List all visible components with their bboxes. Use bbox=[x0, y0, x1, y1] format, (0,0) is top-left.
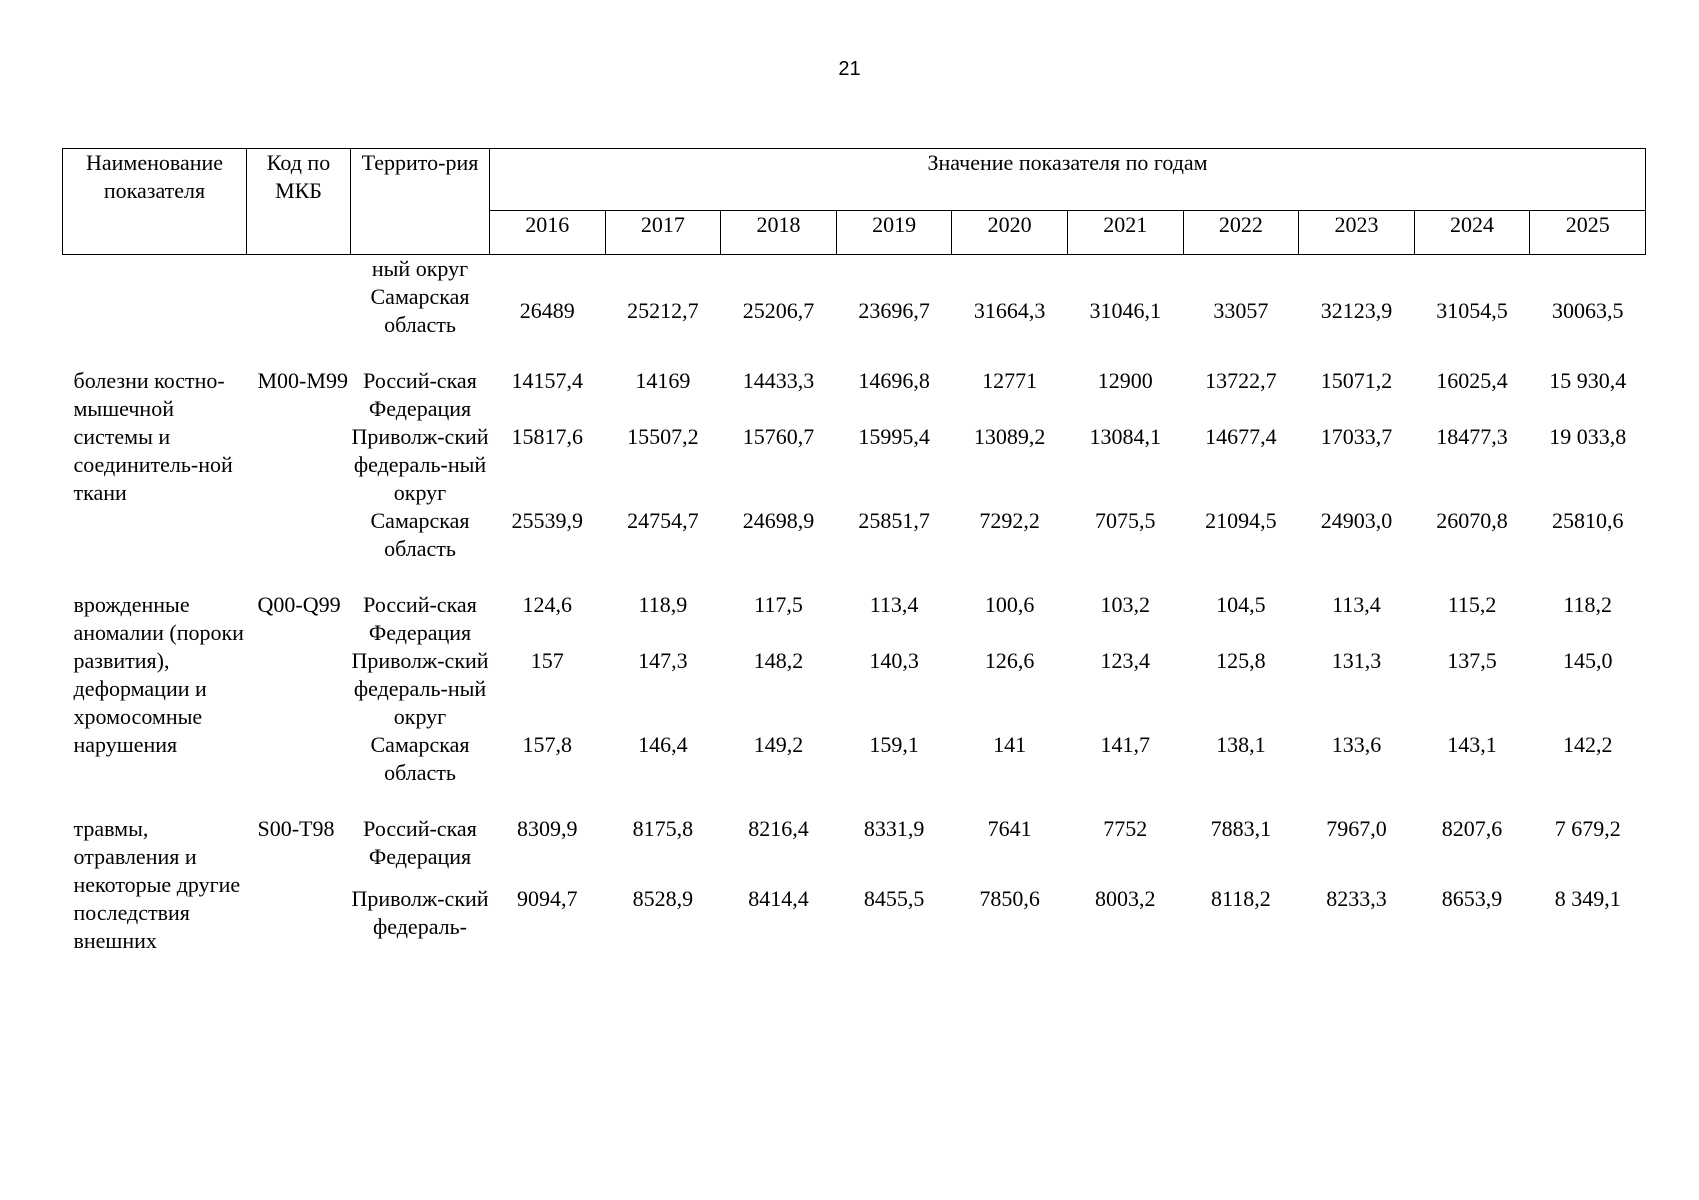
value-cell: 8331,9 bbox=[863, 816, 925, 841]
value-cell: 113,4 bbox=[1332, 592, 1381, 617]
value-cell: 15507,2 bbox=[627, 424, 699, 449]
value-cell: 8414,4 bbox=[748, 886, 809, 911]
header-year: 2022 bbox=[1183, 211, 1299, 255]
value-cell: 8216,4 bbox=[748, 816, 809, 841]
header-year: 2017 bbox=[605, 211, 721, 255]
icd-code-cell: Q00-Q99 bbox=[257, 592, 341, 617]
value-cell: 131,3 bbox=[1331, 648, 1382, 673]
value-cell: 15071,2 bbox=[1320, 368, 1393, 393]
value-cell: 15 930,4 bbox=[1549, 368, 1627, 393]
territory-cell: Россий-ская Федерация bbox=[363, 592, 477, 645]
table-row bbox=[63, 815, 1646, 885]
value-cell: 104,5 bbox=[1216, 592, 1266, 617]
value-cell: 141 bbox=[993, 732, 1027, 757]
value-cell: 117,5 bbox=[754, 592, 803, 617]
value-cell: 15995,4 bbox=[858, 424, 930, 449]
territory-cell: Приволж-ский федераль- bbox=[351, 886, 489, 939]
territory-cell: Россий-ская Федерация bbox=[363, 368, 477, 421]
value-cell: 25212,7 bbox=[627, 298, 699, 323]
statistics-table-container bbox=[62, 148, 1645, 955]
value-cell: 133,6 bbox=[1331, 732, 1382, 757]
value-cell: 125,8 bbox=[1216, 648, 1266, 673]
value-cell: 15760,7 bbox=[742, 424, 815, 449]
value-cell: 18477,3 bbox=[1436, 424, 1508, 449]
value-cell: 25851,7 bbox=[858, 508, 930, 533]
value-cell: 157 bbox=[530, 648, 564, 673]
value-cell: 31046,1 bbox=[1089, 298, 1162, 323]
value-cell: 138,1 bbox=[1216, 732, 1266, 757]
value-cell: 147,3 bbox=[638, 648, 688, 673]
header-year: 2024 bbox=[1414, 211, 1530, 255]
statistics-table bbox=[62, 148, 1646, 955]
value-cell: 141,7 bbox=[1100, 732, 1151, 757]
header-values-by-year: Значение показателя по годам bbox=[490, 149, 1646, 211]
value-cell: 16025,4 bbox=[1436, 368, 1508, 393]
value-cell: 146,4 bbox=[638, 732, 688, 757]
header-year: 2016 bbox=[490, 211, 606, 255]
value-cell: 25810,6 bbox=[1551, 508, 1624, 533]
table-body bbox=[63, 255, 1646, 956]
value-cell: 140,3 bbox=[869, 648, 919, 673]
header-year: 2023 bbox=[1299, 211, 1415, 255]
value-cell: 24754,7 bbox=[627, 508, 699, 533]
value-cell: 26489 bbox=[519, 298, 575, 323]
value-cell: 8653,9 bbox=[1441, 886, 1503, 911]
value-cell: 14696,8 bbox=[858, 368, 930, 393]
value-cell: 100,6 bbox=[984, 592, 1035, 617]
value-cell: 19 033,8 bbox=[1549, 424, 1627, 449]
value-cell: 13089,2 bbox=[973, 424, 1046, 449]
value-cell: 8118,2 bbox=[1211, 886, 1271, 911]
value-cell: 123,4 bbox=[1100, 648, 1151, 673]
value-cell: 9094,7 bbox=[517, 886, 578, 911]
value-cell: 32123,9 bbox=[1320, 298, 1393, 323]
value-cell: 103,2 bbox=[1100, 592, 1151, 617]
table-row bbox=[63, 283, 1646, 339]
value-cell: 13722,7 bbox=[1205, 368, 1277, 393]
indicator-name-cell: врожденные аномалии (пороки развития), деформации и хромосомные нарушения bbox=[73, 592, 244, 757]
value-cell: 7075,5 bbox=[1095, 508, 1156, 533]
table-row bbox=[63, 255, 1646, 284]
value-cell: 25539,9 bbox=[511, 508, 584, 533]
value-cell: 157,8 bbox=[522, 732, 573, 757]
header-year: 2020 bbox=[952, 211, 1068, 255]
value-cell: 118,9 bbox=[638, 592, 688, 617]
value-cell: 113,4 bbox=[869, 592, 919, 617]
value-cell: 24698,9 bbox=[742, 508, 815, 533]
value-cell: 145,0 bbox=[1562, 648, 1613, 673]
table-header bbox=[63, 149, 1646, 255]
value-cell: 118,2 bbox=[1563, 592, 1613, 617]
value-cell: 8309,9 bbox=[517, 816, 578, 841]
value-cell: 31054,5 bbox=[1436, 298, 1508, 323]
value-cell: 124,6 bbox=[522, 592, 573, 617]
table-row bbox=[63, 367, 1646, 423]
value-cell: 31664,3 bbox=[973, 298, 1046, 323]
value-cell: 23696,7 bbox=[858, 298, 930, 323]
header-year: 2019 bbox=[836, 211, 952, 255]
value-cell: 142,2 bbox=[1562, 732, 1613, 757]
value-cell: 137,5 bbox=[1447, 648, 1497, 673]
value-cell: 8207,6 bbox=[1441, 816, 1503, 841]
value-cell: 8 349,1 bbox=[1554, 886, 1621, 911]
value-cell: 13084,1 bbox=[1089, 424, 1162, 449]
value-cell: 30063,5 bbox=[1551, 298, 1624, 323]
value-cell: 115,2 bbox=[1447, 592, 1497, 617]
header-year: 2021 bbox=[1067, 211, 1183, 255]
value-cell: 8175,8 bbox=[632, 816, 694, 841]
value-cell: 14169 bbox=[635, 368, 691, 393]
value-cell: 7 679,2 bbox=[1554, 816, 1621, 841]
value-cell: 149,2 bbox=[753, 732, 804, 757]
page-number: 21 bbox=[838, 58, 861, 80]
territory-cell: Приволж-ский федераль-ный округ bbox=[351, 648, 489, 729]
value-cell: 148,2 bbox=[753, 648, 804, 673]
value-cell: 7883,1 bbox=[1210, 816, 1272, 841]
value-cell: 12771 bbox=[982, 368, 1038, 393]
value-cell: 159,1 bbox=[869, 732, 919, 757]
value-cell: 14677,4 bbox=[1205, 424, 1277, 449]
value-cell: 12900 bbox=[1097, 368, 1153, 393]
value-cell: 17033,7 bbox=[1320, 424, 1393, 449]
icd-code-cell: S00-T98 bbox=[257, 816, 335, 841]
table-row bbox=[63, 591, 1646, 647]
territory-cell: Самарская область bbox=[370, 732, 470, 785]
territory-cell: Россий-ская Федерация bbox=[363, 816, 477, 869]
value-cell: 143,1 bbox=[1447, 732, 1497, 757]
value-cell: 8233,3 bbox=[1326, 886, 1387, 911]
territory-cell: Самарская область bbox=[370, 284, 470, 337]
value-cell: 21094,5 bbox=[1205, 508, 1277, 533]
header-year: 2025 bbox=[1530, 211, 1646, 255]
value-cell: 14157,4 bbox=[511, 368, 584, 393]
value-cell: 7752 bbox=[1103, 816, 1148, 841]
value-cell: 24903,0 bbox=[1320, 508, 1393, 533]
value-cell: 7292,2 bbox=[979, 508, 1040, 533]
value-cell: 8455,5 bbox=[863, 886, 925, 911]
value-cell: 7967,0 bbox=[1326, 816, 1387, 841]
indicator-name-cell: болезни костно-мышечной системы и соединитель-ной ткани bbox=[73, 368, 233, 505]
territory-cell: ный округ bbox=[371, 256, 469, 281]
value-cell: 8528,9 bbox=[632, 886, 694, 911]
value-cell: 25206,7 bbox=[742, 298, 815, 323]
value-cell: 8003,2 bbox=[1095, 886, 1156, 911]
value-cell: 26070,8 bbox=[1436, 508, 1508, 533]
header-year: 2018 bbox=[721, 211, 837, 255]
value-cell: 7850,6 bbox=[979, 886, 1040, 911]
territory-cell: Приволж-ский федераль-ный округ bbox=[351, 424, 489, 505]
header-territory: Террито-рия bbox=[351, 149, 490, 255]
value-cell: 14433,3 bbox=[742, 368, 815, 393]
icd-code-cell: M00-M99 bbox=[257, 368, 348, 393]
territory-cell: Самарская область bbox=[370, 508, 470, 561]
value-cell: 15817,6 bbox=[511, 424, 584, 449]
value-cell: 33057 bbox=[1213, 298, 1269, 323]
indicator-name-cell: травмы, отравления и некоторые другие последствия внешних bbox=[73, 816, 241, 953]
header-icd-code: Код по МКБ bbox=[247, 149, 351, 255]
header-indicator-name: Наименование показателя bbox=[63, 149, 247, 255]
value-cell: 7641 bbox=[987, 816, 1032, 841]
value-cell: 126,6 bbox=[984, 648, 1035, 673]
